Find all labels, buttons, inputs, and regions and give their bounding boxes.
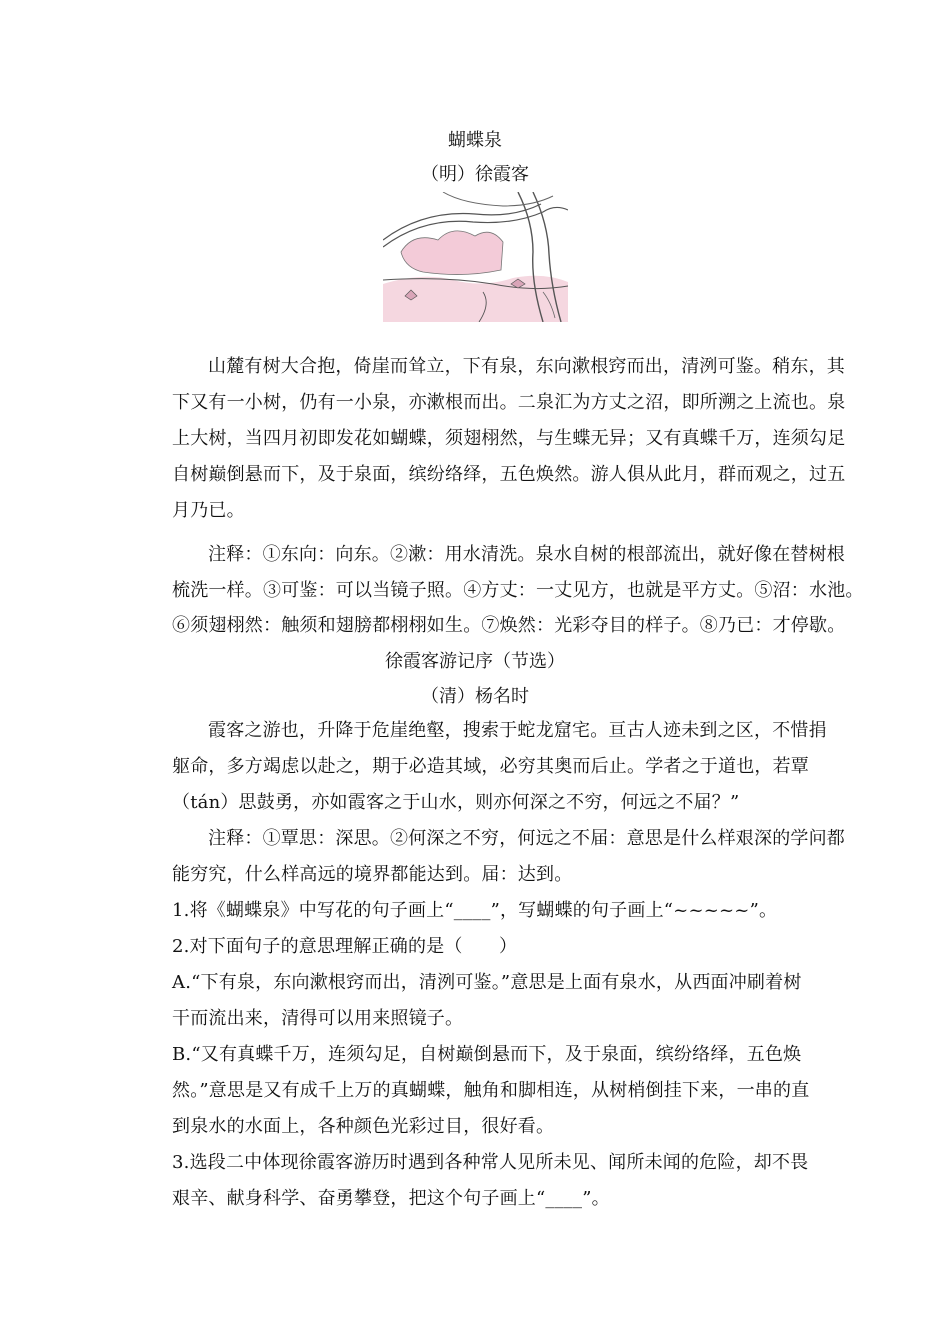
passage2-title: 徐霞客游记序（节选） [385, 651, 565, 672]
question-2: 2.对下面句子的意思理解正确的是（ ） [172, 936, 518, 957]
passage2-author: （清）杨名时 [421, 686, 529, 707]
question-3-cont: 艰辛、献身科学、奋勇攀登，把这个句子画上“____”。 [172, 1188, 610, 1209]
passage2-line: 霞客之游也，升降于危崖绝壑，搜索于蛇龙窟宅。亘古人迹未到之区，不惜捐 [208, 720, 827, 741]
question-1: 1.将《蝴蝶泉》中写花的句子画上“____”，写蝴蝶的句子画上“~~~~~”。 [172, 900, 778, 921]
notes2-line: 注释：①覃思：深思。②何深之不穷，何远之不届：意思是什么样艰深的学问都 [208, 828, 845, 849]
passage1-line: 下又有一小树，仍有一小泉，亦漱根而出。二泉汇为方丈之沼，即所溯之上流也。泉 [172, 392, 846, 413]
notes1-line: 梳洗一样。③可鉴：可以当镜子照。④方丈：一丈见方，也就是平方丈。⑤沼：水池。 [172, 580, 864, 601]
option-a-cont: 干而流出来，清得可以用来照镜子。 [172, 1008, 464, 1029]
passage1-line: 上大树，当四月初即发花如蝴蝶，须翅栩然，与生蝶无异；又有真蝶千万，连须勾足 [172, 428, 846, 449]
passage1-line: 山麓有树大合抱，倚崖而耸立，下有泉，东向漱根窍而出，清洌可鉴。稍东，其 [208, 356, 845, 377]
option-b-cont: 然。”意思是又有成千上万的真蝴蝶，触角和脚相连，从树梢倒挂下来，一串的直 [172, 1080, 810, 1101]
option-b-cont: 到泉水的水面上，各种颜色光彩过目，很好看。 [172, 1116, 555, 1137]
notes2-line: 能穷究，什么样高远的境界都能达到。届：达到。 [172, 864, 573, 885]
notes1-line: 注释：①东向：向东。②漱：用水清洗。泉水自树的根部流出，就好像在替树根 [208, 544, 845, 565]
question-3: 3.选段二中体现徐霞客游历时遇到各种常人见所未见、闻所未闻的危险，却不畏 [172, 1152, 809, 1173]
passage1-line: 月乃已。 [172, 500, 245, 521]
option-b: B.“又有真蝶千万，连须勾足，自树巅倒悬而下，及于泉面，缤纷络绎，五色焕 [172, 1044, 802, 1065]
notes1-line: ⑥须翅栩然：触须和翅膀都栩栩如生。⑦焕然：光彩夺目的样子。⑧乃已：才停歇。 [172, 615, 846, 636]
passage1-author: （明）徐霞客 [421, 164, 529, 185]
butterfly-spring-illustration [383, 192, 568, 322]
option-a: A.“下有泉，东向漱根窍而出，清洌可鉴。”意思是上面有泉水，从西面冲刷着树 [172, 972, 802, 993]
passage2-line: 躯命，多方竭虑以赴之，期于必造其域，必穷其奥而后止。学者之于道也，若覃 [172, 756, 809, 777]
passage2-line: （tán）思鼓勇，亦如霞客之于山水，则亦何深之不穷，何远之不届？” [172, 792, 740, 813]
passage1-title: 蝴蝶泉 [448, 130, 502, 151]
passage1-line: 自树巅倒悬而下，及于泉面，缤纷络绎，五色焕然。游人俱从此月，群而观之，过五 [172, 464, 846, 485]
